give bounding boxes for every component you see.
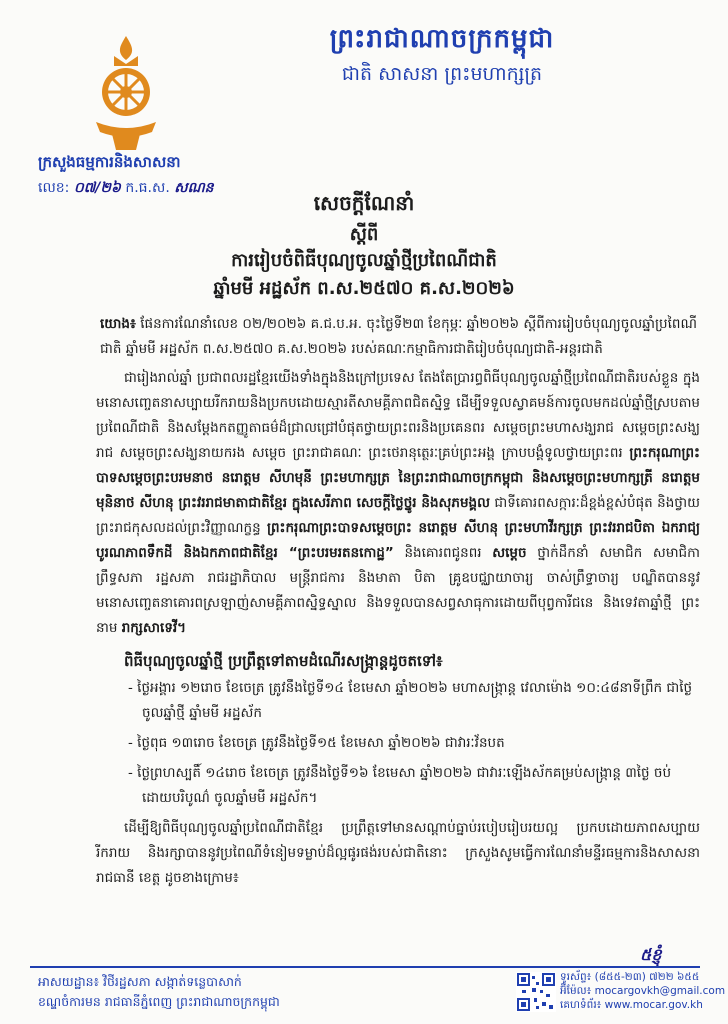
intro-paragraph [96,366,700,641]
reference-text: ផែនការណែនាំលេខ ០២/២០២៦ គ.ជ.ប.អ. ចុះថ្ងៃទី២៣ ខែកុម្ភៈ ឆ្នាំ២០២៦ ស្តីពីការរៀបចំបុណ្យចូលឆ្នាំប្រពៃណីជាតិ ឆ្នាំមមី អដ្ឋស័ក ព.ស.២៥៧០ គ.ស.២០២៦ របស់គណៈកម្មាធិការជាតិរៀបចំបុណ្យជាតិ-អន្តរជាតិ [100,316,697,357]
list-item: - ថ្ងៃព្រហស្បតិ៍ ១៤រោច ខែចេត្រ ត្រូវនឹងថ្ងៃទី១៦ ខែមេសា ឆ្នាំ២០២៦ ជាវារៈឡើងស័កគម្រប់សង្ក្រាន្ត ៣ថ្ងៃ ចប់ដោយបរិបូណ៌ ចូលឆ្នាំមមី អដ្ឋស័ក។ [128,761,700,811]
document-year: ឆ្នាំមមី អដ្ឋស័ក ព.ស.២៥៧០ គ.ស.២០២៦ [213,278,515,299]
reference-label: យោង៖ [100,316,136,332]
intro-text-samdech: សម្តេច [492,545,527,561]
intro-text-c: ជាទីគោរពសក្ការៈដ៏ខ្ពង់ខ្ពស់បំផុត និងថ្វាយព្រះរាជកុសលដល់ព្រះវិញ្ញាណក្ខន្ធ [96,495,700,536]
intro-text-king-father: ព្រះករុណាព្រះបាទសម្តេចព្រះ នរោត្តម សីហនុ ព្រះមហាវីរក្សត្រ ព្រះវររាជបិតា ឯករាជ្យ បូរណភាពទឹកដី និងឯកភាពជាតិខ្មែរ “ព្រះបរមរតនកោដ្ឋ” [96,520,700,561]
intro-text-royal: ព្រះករុណាព្រះបាទសម្តេចព្រះបរមនាថ នរោត្តម សីហមុនី ព្រះមហាក្សត្រ នៃព្រះរាជាណាចក្រកម្ពុជា និងសម្តេចព្រះមហាក្សត្រី នរោត្តម មុនិនាថ សីហនុ ព្រះវររាជមាតាជាតិខ្មែរ ក្នុងសេរីភាព សេចក្តីថ្លៃថ្នូរ និងសុភមង្គល [96,445,700,511]
intro-text-g: ថ្នាក់ដឹកនាំ សមាជិក សមាជិកាព្រឹទ្ធសភា រដ្ឋសភា រាជរដ្ឋាភិបាល មន្ត្រីរាជការ និងមាតា បិតា គ្រូឧបជ្ឈាយាចារ្យ ចាស់ព្រឹទ្ធាចារ្យ បណ្ឌិតបាននូវមនោសញ្ចេតនាគោរពស្រឡាញ់សាមគ្គីភាពស្និទ្ធស្នាល និងទទួលបានសព្វសាធុការដោយពីបុព្វការីជនេ និងទេវតាឆ្នាំថ្មី ព្រះនាម [96,545,700,636]
intro-text-e: និងគោរពជូនពរ [404,545,482,561]
reference-paragraph [100,312,700,362]
intro-text-deity: រាក្សសាទេវី។ [121,620,187,636]
dates-list [96,676,700,811]
qr-code-icon [516,972,556,1012]
ref-suffix: ក.ធ.ស. [125,180,170,196]
footer-address [38,972,280,1012]
footer-contacts [560,970,725,1012]
address-line-1: អាសយដ្ឋាន៖ វិថីរដ្ឋសភា សង្កាត់ទន្លេបាសាក់ [38,974,242,989]
national-motto: ជាតិ សាសនា ព្រះមហាក្សត្រ [341,63,543,85]
ref-number: ០៧/២៦ [73,180,121,196]
address-line-2: ខណ្ឌចំការមន រាជធានីភ្នំពេញ ព្រះរាជាណាចក្រកម្ពុជា [38,994,280,1009]
kingdom-title: ព្រះរាជាណាចក្រកម្ពុជា [329,24,555,54]
website-link[interactable]: គេហទំព័រ៖ www.mocar.gov.kh [560,999,703,1011]
document-title: សេចក្តីណែនាំ [313,191,415,215]
document-body [96,312,700,891]
phone-text: ទូរស័ព្ទ៖ (៨៥៥-២៣) ៧២២ ៦៥៥ [560,971,700,983]
email-link[interactable]: អ៊ីម៉ែល៖ mocargovkh@gmail.com [560,985,726,997]
closing-paragraph: ដើម្បីឱ្យពិធីបុណ្យចូលឆ្នាំប្រពៃណីជាតិខ្មែរ ប្រព្រឹត្តទៅមានសណ្តាប់ធ្នាប់របៀបរៀបរយល្អ ប្រកបដោយភាពសប្បាយរីករាយ និងរក្សាបាននូវប្រពៃណីទំនៀមទម្លាប់ដ៏ល្អផូរផង់របស់ជាតិនោះ ក្រសួងសូមធ្វើការណែនាំមន្ទីរធម្មការនិងសាសនារាជធានី ខេត្ត ដូចខាងក្រោម៖ [96,820,700,886]
ministry-name: ក្រសួងធម្មការនិងសាសនា [38,153,181,171]
intro-text-a: ជារៀងរាល់ឆ្នាំ ប្រជាពលរដ្ឋខ្មែរយើងទាំងក្នុងនិងក្រៅប្រទេស តែងតែប្រារព្ធពិធីបុណ្យចូលឆ្នាំថ្មីប្រពៃណីជាតិរបស់ខ្លួន ក្នុងមនោសញ្ចេតនាសប្បាយរីករាយនិងប្រកបដោយស្មារតីសាមគ្គីភាពជិតស្និទ្ធ ដើម្បីទទួលស្វាគមន៍ការចូលមកដល់ឆ្នាំថ្មីស្របតាមប្រពៃណីជាតិ និងសម្តែងកតញ្ញូតាធម៌ដ៏ជ្រាលជ្រៅបំផុតថ្វាយព្រះពរនិងប្រគេនពរ សម្តេចព្រះមហាសង្ឃរាជ សម្តេចព្រះសង្ឃរាជ សម្តេចព្រះសង្ឃនាយករង សម្តេច ព្រះរាជាគណៈ ព្រះថេរានុត្ថេរៈគ្រប់ព្រះអង្គ ក្រាបបង្គំទូលថ្វាយព្រះពរ [96,370,700,461]
document-subtitle: ស្តីពី [349,224,379,245]
ministry-emblem-icon [86,34,166,154]
dates-heading: ពិធីបុណ្យចូលឆ្នាំថ្មី ប្រព្រឹត្តទៅតាមដំណើរសង្ក្រាន្តដូចតទៅ៖ [124,652,443,670]
ref-prefix: លេខ: [38,180,70,196]
list-item: - ថ្ងៃអង្គារ ១២រោច ខែចេត្រ ត្រូវនឹងថ្ងៃទី១៤ ខែមេសា ឆ្នាំ២០២៦ មហាសង្ក្រាន្ត វេលាម៉ោង ១០:៤៨នាទីព្រឹក ជាថ្ងៃចូលឆ្នាំថ្មី ឆ្នាំមមី អដ្ឋស័ក [128,676,700,726]
initials-signature: ៥ខ្ញុំ [640,945,662,964]
list-item: - ថ្ងៃពុធ ១៣រោច ខែចេត្រ ត្រូវនឹងថ្ងៃទី១៥ ខែមេសា ឆ្នាំ២០២៦ ជាវារៈវ័នបត [128,731,700,756]
document-topic: ការរៀបចំពិធីបុណ្យចូលឆ្នាំថ្មីប្រពៃណីជាតិ [231,250,497,271]
footer-divider [30,966,700,968]
ref-code: សណន [174,180,214,196]
